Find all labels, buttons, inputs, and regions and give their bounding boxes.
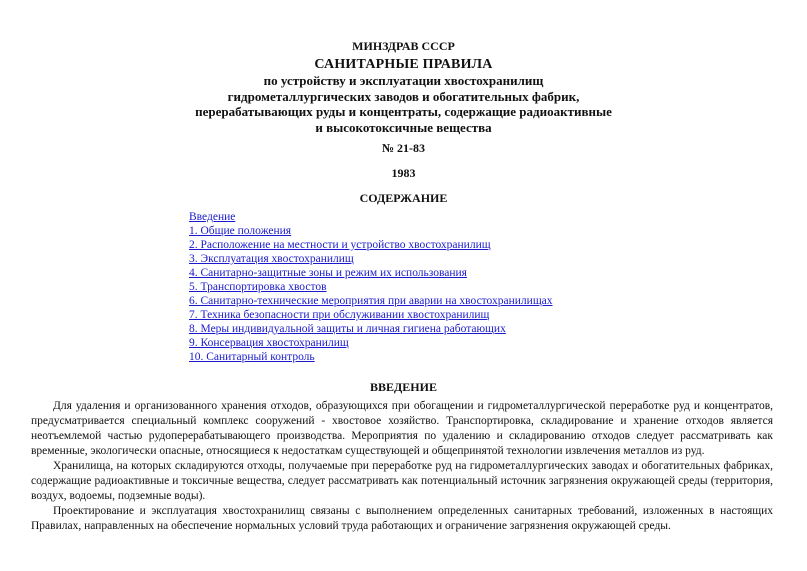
toc-item (189, 266, 553, 280)
toc-item (189, 238, 553, 252)
subtitle-line: и высокотоксичные вещества (315, 119, 492, 135)
toc-item (189, 210, 553, 224)
document-title: САНИТАРНЫЕ ПРАВИЛА (314, 57, 493, 72)
introduction-paragraph: Хранилища, на которых складируются отходы, получаемые при переработке руд на гидрометаллургических заводах и обогатительных фабриках, содержащие радиоактивные и токсичные вещества, следует рассматривать как потенциальный источник загрязнения окружающей среды (территория, воздух, водоемы, подземные воды). (31, 460, 773, 502)
introduction-body (31, 399, 773, 534)
introduction-heading: ВВЕДЕНИЕ (370, 380, 437, 394)
toc-item (189, 252, 553, 266)
contents-heading: СОДЕРЖАНИЕ (359, 191, 448, 205)
toc-link-section-5[interactable]: 5. Транспортировка хвостов (189, 281, 327, 293)
introduction-paragraph: Для удаления и организованного хранения отходов, образующихся при обогащении и гидрометаллургической переработке руд и концентратов, предусматривается специальный комплекс сооружений - хвостовое хозяйство. Транспортировка, складирование и хранение отходов является неотъемлемой частью рудоперерабатывающего производства. Мероприятия по удалению и складированию отходов следует рассматривать как временные, экологически опасные, относящиеся к недостаткам существующей и общепринятой технологии извлечения металлов из руд. (31, 400, 773, 457)
toc-item (189, 224, 553, 238)
table-of-contents (189, 210, 553, 364)
toc-item (189, 294, 553, 308)
toc-item (189, 336, 553, 350)
toc-link-section-10[interactable]: 10. Санитарный контроль (189, 351, 315, 363)
subtitle-line: по устройству и эксплуатации хвостохранилищ (263, 73, 544, 88)
toc-link-section-7[interactable]: 7. Техника безопасности при обслуживании хвостохранилищ (189, 309, 490, 321)
toc-link-section-9[interactable]: 9. Консервация хвостохранилищ (189, 337, 349, 349)
ministry-name: МИНЗДРАВ СССР (352, 39, 455, 53)
toc-item (189, 350, 553, 364)
toc-link-section-4[interactable]: 4. Санитарно-защитные зоны и режим их использования (189, 267, 467, 279)
document-number: № 21-83 (381, 141, 426, 155)
introduction-paragraph: Проектирование и эксплуатация хвостохранилищ связаны с выполнением определенных санитарных требований, изложенных в настоящих Правилах, направленных на обеспечение нормальных условий труда работающих и ограничение загрязнения окружающей среды. (31, 505, 773, 532)
subtitle-line: перерабатывающих руды и концентраты, содержащие радиоактивные (195, 104, 612, 119)
toc-link-section-8[interactable]: 8. Меры индивидуальной защиты и личная гигиена работающих (189, 323, 506, 335)
toc-item (189, 280, 553, 294)
toc-link-section-3[interactable]: 3. Эксплуатация хвостохранилищ (189, 253, 354, 265)
document-year: 1983 (391, 166, 416, 180)
toc-link-section-1[interactable]: 1. Общие положения (189, 225, 292, 237)
toc-item (189, 322, 553, 336)
toc-link-section-2[interactable]: 2. Расположение на местности и устройство хвостохранилищ (189, 239, 491, 251)
document-subtitle (0, 73, 807, 135)
subtitle-line: гидрометаллургических заводов и обогатительных фабрик, (227, 88, 580, 104)
toc-link-introduction[interactable]: Введение (189, 211, 236, 223)
toc-item (189, 308, 553, 322)
toc-link-section-6[interactable]: 6. Санитарно-технические мероприятия при аварии на хвостохранилищах (189, 295, 553, 307)
